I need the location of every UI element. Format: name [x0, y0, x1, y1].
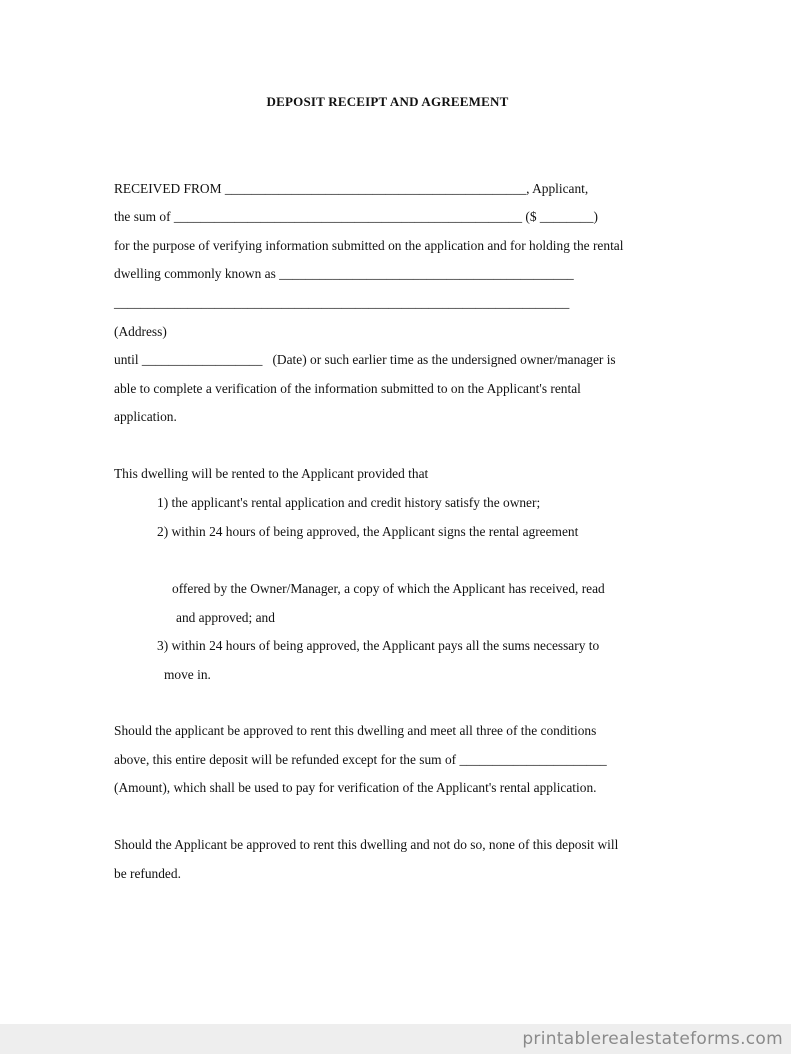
condition-1: 1) the applicant's rental application and credit history satisfy the owner;: [157, 495, 541, 510]
footer-bar: [0, 1024, 791, 1054]
forfeit-paragraph-line-1: Should the Applicant be approved to rent this dwelling and not do so, none of this deposit will: [114, 837, 619, 852]
until-line: until __________________ (Date) or such earlier time as the undersigned owner/manager is: [114, 352, 616, 367]
verification-line: able to complete a verification of the information submitted to on the Applicant's rental: [114, 381, 581, 396]
refund-paragraph-line-2: above, this entire deposit will be refunded except for the sum of ______________________: [114, 752, 607, 767]
dwelling-line: dwelling commonly known as ____________________________________________: [114, 266, 574, 281]
conditions-intro: This dwelling will be rented to the Applicant provided that: [114, 466, 429, 481]
condition-3-end: move in.: [164, 667, 211, 682]
condition-2-end: and approved; and: [176, 610, 275, 625]
purpose-line: for the purpose of verifying information submitted on the application and for holding the rental: [114, 238, 624, 253]
condition-3: 3) within 24 hours of being approved, the Applicant pays all the sums necessary to: [157, 638, 600, 653]
condition-2: 2) within 24 hours of being approved, the Applicant signs the rental agreement: [157, 524, 579, 539]
site-watermark: printablerealestateforms.com: [522, 1029, 783, 1049]
received-from-line: RECEIVED FROM _____________________________________________, Applicant,: [114, 181, 589, 196]
address-label: (Address): [114, 324, 167, 339]
application-line: application.: [114, 409, 177, 424]
refund-paragraph-line-1: Should the applicant be approved to rent this dwelling and meet all three of the conditions: [114, 723, 597, 738]
sum-line: the sum of ____________________________________________________ ($ ________): [114, 209, 598, 224]
condition-2-continued: offered by the Owner/Manager, a copy of which the Applicant has received, read: [172, 581, 605, 596]
refund-paragraph-line-3: (Amount), which shall be used to pay for verification of the Applicant's rental application.: [114, 780, 597, 795]
document-title: DEPOSIT RECEIPT AND AGREEMENT: [266, 94, 509, 109]
forfeit-paragraph-line-2: be refunded.: [114, 866, 181, 881]
address-blank-line: ____________________________________________________________________: [114, 295, 570, 310]
